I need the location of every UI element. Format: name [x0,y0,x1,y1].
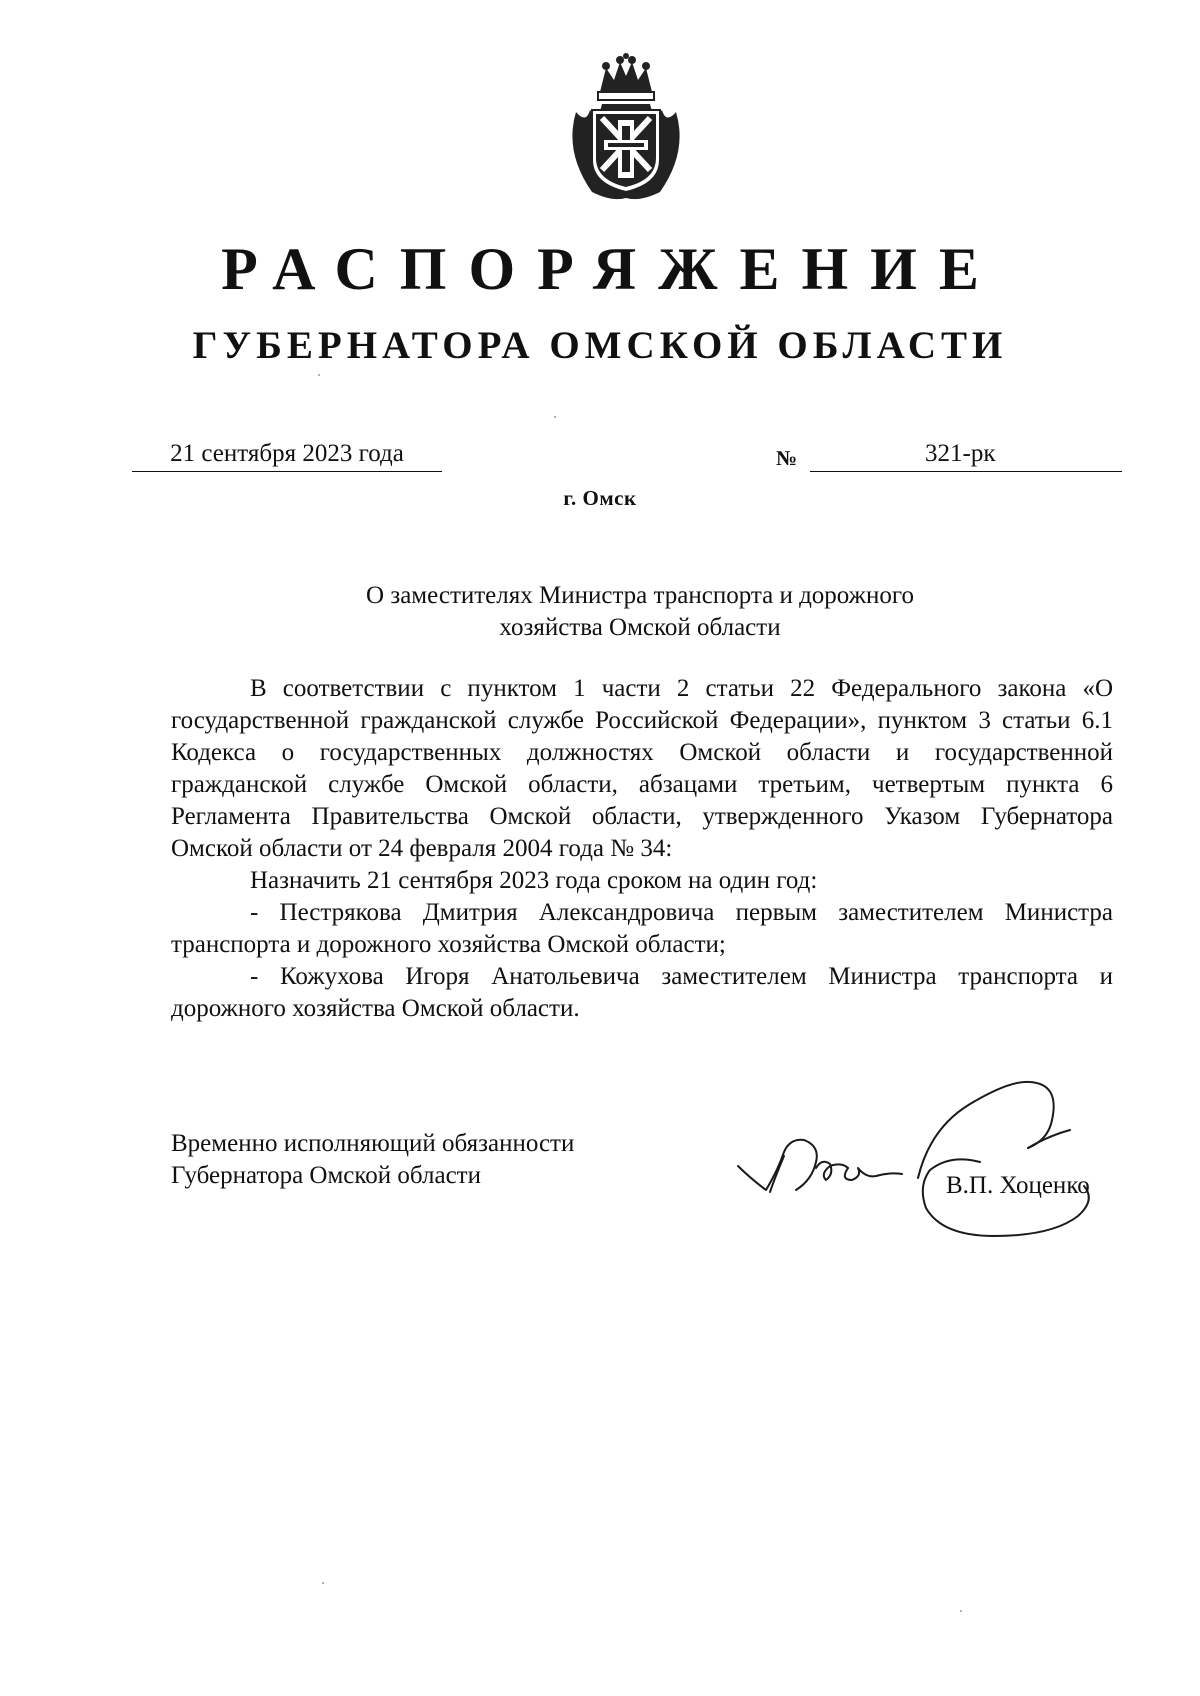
scan-speck [322,1582,324,1584]
appointment-item-1: - Пестрякова Дмитрия Александровича первым заместителем Министра транспорта и дорожного хозяйства Омской области; [171,899,1113,958]
document-date: 21 сентября 2023 года [132,437,442,472]
subject-line-2: хозяйства Омской области [499,614,781,641]
subject-line-1: О заместителях Министра транспорта и дорожного [366,582,914,609]
scan-speck [960,1610,962,1612]
signer-position-line-2: Губернатора Омской области [171,1162,481,1189]
document-number-field [810,437,1122,472]
document-issuer-title: ГУБЕРНАТОРА ОМСКОЙ ОБЛАСТИ [192,324,1008,367]
preamble-paragraph: В соответствии с пунктом 1 части 2 статьи 22 Федерального закона «О государственной гражданской службе Российской Федерации», пунктом 3 статьи 6.1 Кодекса о государственных должностях Омской области и государственной гражданской службе Омской области, абзацами третьим, четвертым пункта 6 Регламента Правительства Омской области, утвержденного Указом Губернатора Омской области от 24 февраля 2004 года № 34: [171,675,1113,862]
document-city: г. Омск [563,486,637,510]
signer-name: В.П. Хоценко [946,1172,1090,1199]
document-subject [320,580,960,644]
signer-position-line-1: Временно исполняющий обязанности [171,1130,575,1157]
number-sign-label: № [776,446,798,470]
handwritten-signature-icon [730,1040,1120,1240]
document-body [171,673,1113,1025]
appointment-item-2: - Кожухова Игоря Анатольевича заместителем Министра транспорта и дорожного хозяйства Омской области. [171,963,1113,1022]
coat-of-arms-icon [562,52,690,202]
scan-speck [318,374,320,376]
appoint-paragraph: Назначить 21 сентября 2023 года сроком на один год: [250,867,818,894]
scan-speck [554,416,556,418]
signer-position [171,1128,574,1192]
document-type-title: РАСПОРЯЖЕНИЕ [221,236,1001,302]
document-number: 321-рк [925,440,996,467]
